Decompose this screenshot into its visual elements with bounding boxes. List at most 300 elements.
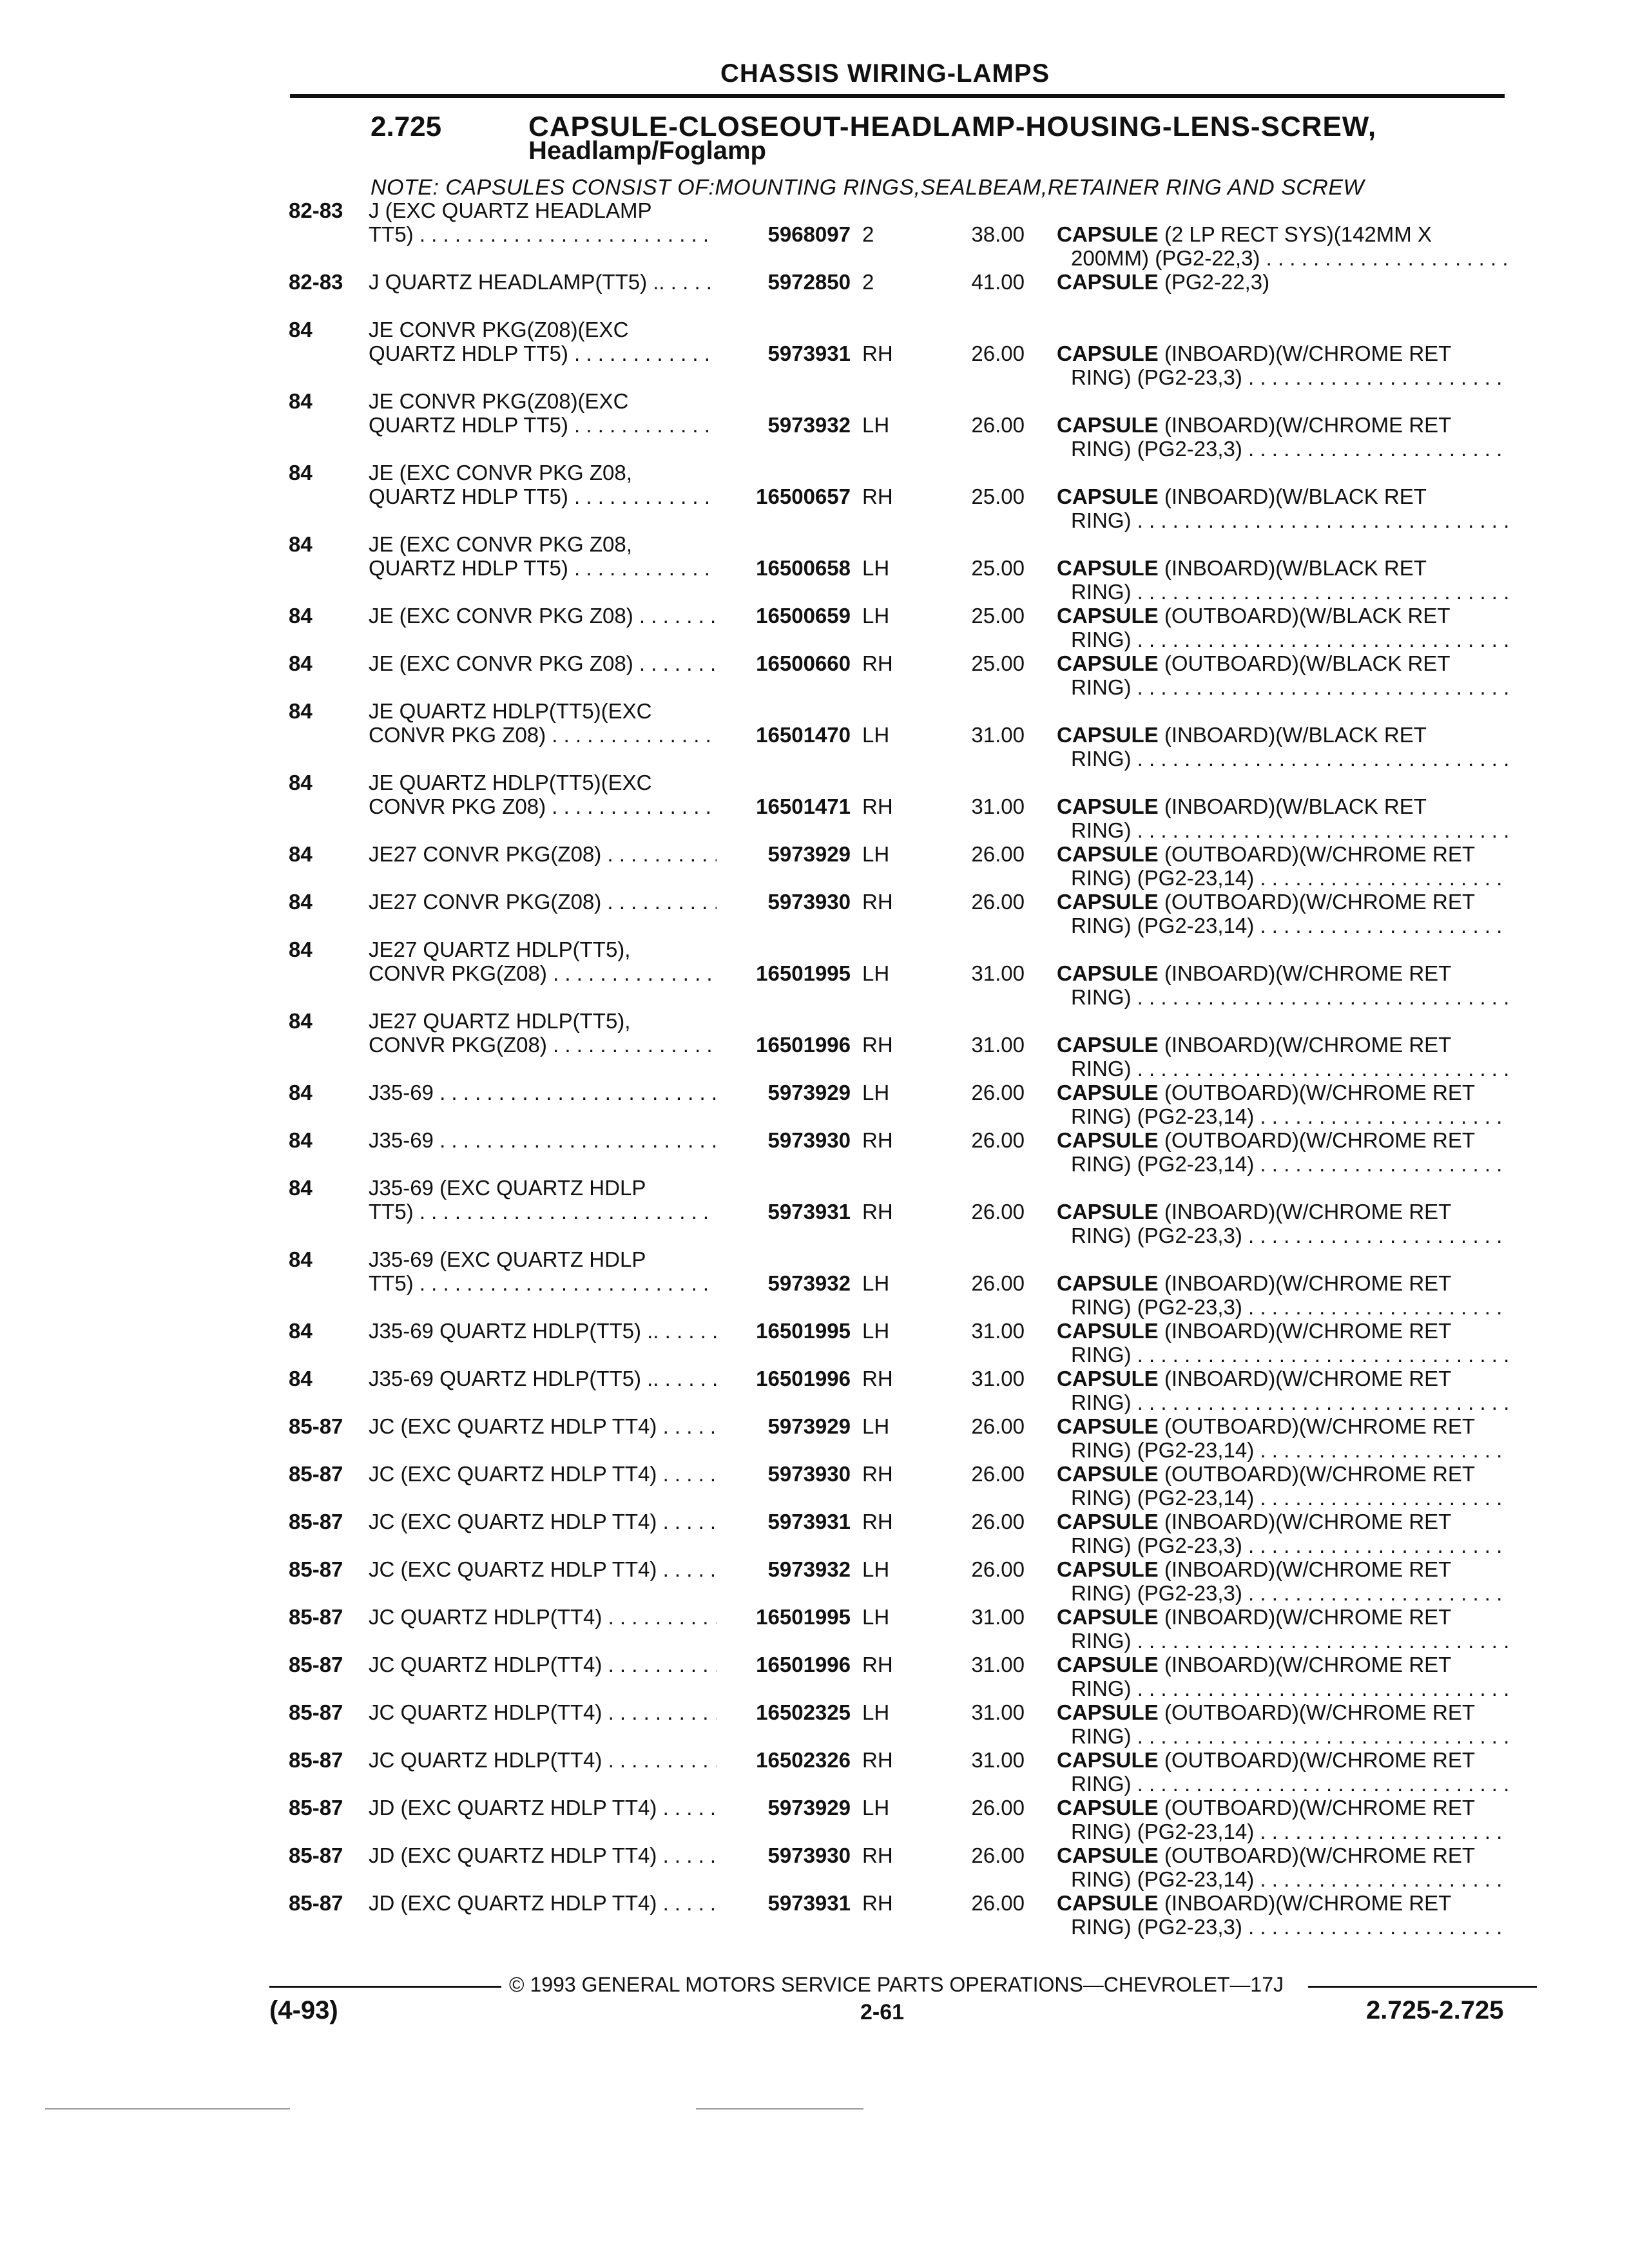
quantity-or-side: RH <box>862 1462 893 1486</box>
price: 31.00 <box>971 961 1025 985</box>
part-number: 16501996 <box>756 1367 851 1390</box>
part-number: 16501470 <box>756 723 851 747</box>
price: 26.00 <box>971 1462 1025 1486</box>
application-line-2: JC QUARTZ HDLP(TT4) . . . <box>369 1653 717 1677</box>
part-name: CAPSULE <box>1057 1319 1159 1343</box>
application-desc <box>369 1081 717 1104</box>
model-year: 84 <box>289 461 313 485</box>
price: 31.00 <box>971 723 1025 747</box>
quantity-or-side: LH <box>862 723 890 747</box>
part-desc-line-1: (OUTBOARD)(W/CHROME RET <box>1164 1748 1475 1772</box>
part-number: 5973930 <box>767 1128 851 1152</box>
application-line-2: JC QUARTZ HDLP(TT4) . . . <box>369 1605 717 1629</box>
application-desc <box>369 532 717 580</box>
part-desc-line-2: RING) . . . <box>1057 675 1508 699</box>
part-description <box>1057 1462 1521 1510</box>
model-year: 85-87 <box>289 1796 343 1820</box>
table-row <box>0 599 1629 651</box>
model-year: 84 <box>289 1247 313 1271</box>
part-number: 16502326 <box>756 1748 851 1772</box>
application-desc <box>369 1557 717 1581</box>
table-row <box>0 932 1629 1009</box>
price: 26.00 <box>971 1796 1025 1820</box>
model-year: 84 <box>289 1319 313 1343</box>
table-row <box>0 1504 1629 1557</box>
quantity-or-side: LH <box>862 961 890 985</box>
part-desc-line-2: RING) (PG2-23,3) . . . <box>1057 1581 1508 1605</box>
part-desc-line-2: RING) (PG2-23,14) . . . <box>1057 1152 1508 1176</box>
application-desc <box>369 1128 717 1152</box>
price: 26.00 <box>971 341 1025 365</box>
part-desc-line-2: RING) (PG2-23,14) . . . <box>1057 1867 1508 1891</box>
price: 31.00 <box>971 1033 1025 1057</box>
application-line-1: JE27 QUARTZ HDLP(TT5), <box>369 937 631 961</box>
part-desc-line-1: (INBOARD)(W/CHROME RET <box>1164 1271 1452 1295</box>
part-desc-line-1: (INBOARD)(W/CHROME RET <box>1164 1200 1452 1224</box>
application-line-2: JE (EXC CONVR PKG Z08) . . . <box>369 651 717 675</box>
price: 25.00 <box>971 485 1025 508</box>
part-number: 5968097 <box>767 222 851 246</box>
part-desc-line-1: (OUTBOARD)(W/CHROME RET <box>1164 1700 1475 1724</box>
model-year: 85-87 <box>289 1557 343 1581</box>
application-desc <box>369 1176 717 1224</box>
part-description <box>1057 1128 1521 1176</box>
footer-page-number: 2-61 <box>860 2000 905 2024</box>
quantity-or-side: 2 <box>862 270 874 294</box>
part-desc-line-1: (INBOARD)(W/CHROME RET <box>1164 1653 1452 1677</box>
part-desc-line-2: RING) (PG2-23,3) . . . <box>1057 1915 1508 1939</box>
part-name: CAPSULE <box>1057 413 1159 437</box>
part-name: CAPSULE <box>1057 961 1159 985</box>
price: 26.00 <box>971 842 1025 866</box>
quantity-or-side: RH <box>862 1200 893 1224</box>
part-name: CAPSULE <box>1057 1700 1159 1724</box>
model-year: 85-87 <box>289 1891 343 1915</box>
part-name: CAPSULE <box>1057 1414 1159 1438</box>
application-desc <box>369 1414 717 1438</box>
model-year: 82-83 <box>289 198 343 222</box>
part-desc-line-2: RING) . . . <box>1057 1343 1508 1367</box>
application-line-2: JE27 CONVR PKG(Z08) . . . <box>369 842 717 866</box>
part-desc-line-2: RING) (PG2-23,14) . . . <box>1057 914 1508 937</box>
price: 26.00 <box>971 1510 1025 1533</box>
part-name: CAPSULE <box>1057 1462 1159 1486</box>
part-desc-line-1: (OUTBOARD)(W/CHROME RET <box>1164 1796 1475 1820</box>
part-description <box>1057 556 1521 604</box>
price: 26.00 <box>971 1200 1025 1224</box>
part-number: 5973929 <box>767 1796 851 1820</box>
part-number: 16501995 <box>756 1605 851 1629</box>
part-number: 16501995 <box>756 961 851 985</box>
part-desc-line-2: RING) (PG2-23,3) . . . <box>1057 1533 1508 1557</box>
model-year: 85-87 <box>289 1748 343 1772</box>
part-name: CAPSULE <box>1057 1200 1159 1224</box>
price: 26.00 <box>971 413 1025 437</box>
quantity-or-side: LH <box>862 1700 890 1724</box>
part-desc-line-1: (INBOARD)(W/BLACK RET <box>1164 723 1427 747</box>
application-line-2: QUARTZ HDLP TT5) . . . <box>369 556 717 580</box>
application-desc <box>369 1653 717 1677</box>
quantity-or-side: LH <box>862 1557 890 1581</box>
table-row <box>0 265 1629 312</box>
part-number: 5973931 <box>767 1510 851 1533</box>
part-name: CAPSULE <box>1057 794 1159 818</box>
application-desc <box>369 1510 717 1533</box>
application-desc <box>369 461 717 508</box>
application-desc <box>369 699 717 747</box>
price: 41.00 <box>971 270 1025 294</box>
application-line-1: JE QUARTZ HDLP(TT5)(EXC <box>369 699 652 723</box>
application-line-2: QUARTZ HDLP TT5) . . . <box>369 413 717 437</box>
part-number: 5973929 <box>767 1414 851 1438</box>
part-desc-line-1: (INBOARD)(W/CHROME RET <box>1164 1557 1452 1581</box>
application-line-2: JC (EXC QUARTZ HDLP TT4) . . . . <box>369 1510 717 1533</box>
application-line-2: QUARTZ HDLP TT5) . . . <box>369 485 717 508</box>
application-desc <box>369 1247 717 1295</box>
section-subtitle: Headlamp/Foglamp <box>528 137 766 165</box>
price: 31.00 <box>971 1748 1025 1772</box>
part-number: 5973931 <box>767 1200 851 1224</box>
part-name: CAPSULE <box>1057 842 1159 866</box>
application-desc <box>369 1009 717 1057</box>
table-row <box>0 312 1629 389</box>
part-desc-line-1: (OUTBOARD)(W/CHROME RET <box>1164 1843 1475 1867</box>
part-number: 5973931 <box>767 341 851 365</box>
part-desc-line-2: RING) (PG2-23,14) . . . <box>1057 866 1508 890</box>
footer-copyright: © 1993 GENERAL MOTORS SERVICE PARTS OPERATIONS—CHEVROLET—17J <box>509 1973 1284 1996</box>
application-desc <box>369 1367 717 1390</box>
footer-date: (4-93) <box>269 1996 338 2024</box>
section-title: CAPSULE-CLOSEOUT-HEADLAMP-HOUSING-LENS-SCREW, <box>528 111 1377 142</box>
application-desc <box>369 937 717 985</box>
model-year: 84 <box>289 699 313 723</box>
footer-rule-left <box>269 1986 501 1988</box>
application-line-1: J35-69 (EXC QUARTZ HDLP <box>369 1176 646 1200</box>
table-row <box>0 1791 1629 1843</box>
table-row <box>0 1600 1629 1653</box>
table-row <box>0 694 1629 771</box>
price: 26.00 <box>971 1557 1025 1581</box>
part-desc-line-2: RING) (PG2-23,14) . . . <box>1057 1820 1508 1843</box>
price: 25.00 <box>971 556 1025 580</box>
quantity-or-side: RH <box>862 794 893 818</box>
table-row <box>0 1552 1629 1605</box>
application-line-2: JD (EXC QUARTZ HDLP TT4) . . . . <box>369 1796 717 1820</box>
model-year: 84 <box>289 1176 313 1200</box>
model-year: 85-87 <box>289 1843 343 1867</box>
part-number: 5973930 <box>767 890 851 914</box>
table-row <box>0 1075 1629 1128</box>
part-desc-line-1: (INBOARD)(W/BLACK RET <box>1164 794 1427 818</box>
application-desc <box>369 890 717 914</box>
model-year: 85-87 <box>289 1605 343 1629</box>
part-description <box>1057 1414 1521 1462</box>
part-name: CAPSULE <box>1057 890 1159 914</box>
quantity-or-side: LH <box>862 556 890 580</box>
part-desc-line-2: RING) . . . <box>1057 508 1508 532</box>
part-description <box>1057 1653 1521 1700</box>
application-line-2: JE (EXC CONVR PKG Z08) . . . <box>369 604 717 628</box>
application-desc <box>369 1796 717 1820</box>
application-line-2: J QUARTZ HEADLAMP(TT5) .. . . . <box>369 270 717 294</box>
part-number: 5973929 <box>767 1081 851 1104</box>
application-line-2: JD (EXC QUARTZ HDLP TT4) . . . . <box>369 1843 717 1867</box>
table-row <box>0 1743 1629 1796</box>
application-desc <box>369 1843 717 1867</box>
part-description <box>1057 1748 1521 1796</box>
price: 26.00 <box>971 1081 1025 1104</box>
model-year: 85-87 <box>289 1700 343 1724</box>
application-line-2: TT5) . . . <box>369 222 717 246</box>
part-description <box>1057 1367 1521 1414</box>
price: 31.00 <box>971 1700 1025 1724</box>
model-year: 84 <box>289 651 313 675</box>
part-desc-line-1: (OUTBOARD)(W/BLACK RET <box>1164 604 1451 628</box>
part-name: CAPSULE <box>1057 1891 1159 1915</box>
part-number: 5973929 <box>767 842 851 866</box>
price: 31.00 <box>971 1367 1025 1390</box>
application-line-2: JC (EXC QUARTZ HDLP TT4) . . . . <box>369 1462 717 1486</box>
part-description <box>1057 270 1521 294</box>
application-line-2: J35-69 . . . <box>369 1081 717 1104</box>
model-year: 84 <box>289 937 313 961</box>
table-row <box>0 1838 1629 1891</box>
part-desc-line-1: (INBOARD)(W/CHROME RET <box>1164 413 1452 437</box>
application-line-2: CONVR PKG Z08) . . . <box>369 723 717 747</box>
model-year: 85-87 <box>289 1653 343 1677</box>
part-desc-line-2: RING) . . . <box>1057 1057 1508 1081</box>
application-line-1: J35-69 (EXC QUARTZ HDLP <box>369 1247 646 1271</box>
model-year: 84 <box>289 842 313 866</box>
part-desc-line-2: RING) (PG2-23,14) . . . <box>1057 1486 1508 1510</box>
part-number: 16501996 <box>756 1653 851 1677</box>
part-description <box>1057 1200 1521 1247</box>
part-desc-line-1: (OUTBOARD)(W/BLACK RET <box>1164 651 1451 675</box>
part-name: CAPSULE <box>1057 556 1159 580</box>
part-description <box>1057 1796 1521 1843</box>
part-description <box>1057 604 1521 651</box>
quantity-or-side: LH <box>862 1796 890 1820</box>
quantity-or-side: LH <box>862 842 890 866</box>
application-desc <box>369 1748 717 1772</box>
part-name: CAPSULE <box>1057 604 1159 628</box>
table-row <box>0 1361 1629 1414</box>
part-desc-line-1: (INBOARD)(W/CHROME RET <box>1164 961 1452 985</box>
part-desc-line-1: (INBOARD)(W/CHROME RET <box>1164 341 1452 365</box>
price: 26.00 <box>971 1128 1025 1152</box>
part-description <box>1057 1319 1521 1367</box>
application-line-2: JC (EXC QUARTZ HDLP TT4) . . . . <box>369 1557 717 1581</box>
application-desc <box>369 1891 717 1915</box>
part-number: 5972850 <box>767 270 851 294</box>
part-desc-line-1: (INBOARD)(W/BLACK RET <box>1164 556 1427 580</box>
part-desc-line-1: (INBOARD)(W/CHROME RET <box>1164 1033 1452 1057</box>
quantity-or-side: LH <box>862 1271 890 1295</box>
part-description <box>1057 651 1521 699</box>
price: 31.00 <box>971 1605 1025 1629</box>
model-year: 85-87 <box>289 1462 343 1486</box>
quantity-or-side: RH <box>862 651 893 675</box>
price: 38.00 <box>971 222 1025 246</box>
model-year: 84 <box>289 532 313 556</box>
quantity-or-side: 2 <box>862 222 874 246</box>
part-description <box>1057 1510 1521 1557</box>
part-description <box>1057 1843 1521 1891</box>
part-name: CAPSULE <box>1057 651 1159 675</box>
section-note: NOTE: CAPSULES CONSIST OF:MOUNTING RINGS,SEALBEAM,RETAINER RING AND SCREW <box>371 175 1365 200</box>
part-number: 5973930 <box>767 1843 851 1867</box>
model-year: 84 <box>289 890 313 914</box>
part-number: 16502325 <box>756 1700 851 1724</box>
part-description <box>1057 842 1521 890</box>
part-name: CAPSULE <box>1057 485 1159 508</box>
price: 31.00 <box>971 794 1025 818</box>
model-year: 84 <box>289 1367 313 1390</box>
model-year: 85-87 <box>289 1414 343 1438</box>
part-description <box>1057 1557 1521 1605</box>
application-desc <box>369 318 717 365</box>
model-year: 84 <box>289 389 313 413</box>
part-number: 16500657 <box>756 485 851 508</box>
part-desc-line-2: RING) . . . <box>1057 818 1508 842</box>
part-desc-line-2: RING) . . . <box>1057 580 1508 604</box>
application-line-2: JC QUARTZ HDLP(TT4) . . . <box>369 1748 717 1772</box>
part-desc-line-2: RING) . . . <box>1057 1677 1508 1700</box>
price: 31.00 <box>971 1319 1025 1343</box>
model-year: 84 <box>289 1128 313 1152</box>
table-row <box>0 1695 1629 1748</box>
part-desc-line-1: (INBOARD)(W/CHROME RET <box>1164 1891 1452 1915</box>
part-description <box>1057 1081 1521 1128</box>
application-line-2: J35-69 QUARTZ HDLP(TT5) .. . . . <box>369 1319 717 1343</box>
footer-section-range: 2.725-2.725 <box>1366 1996 1504 2024</box>
part-name: CAPSULE <box>1057 1748 1159 1772</box>
application-line-1: JE27 QUARTZ HDLP(TT5), <box>369 1009 631 1033</box>
part-number: 16501471 <box>756 794 851 818</box>
part-desc-line-2: RING) . . . <box>1057 747 1508 771</box>
part-name: CAPSULE <box>1057 1128 1159 1152</box>
part-description <box>1057 222 1521 270</box>
part-name: CAPSULE <box>1057 1033 1159 1057</box>
part-description <box>1057 341 1521 389</box>
part-description <box>1057 1891 1521 1939</box>
price: 26.00 <box>971 1843 1025 1867</box>
application-line-1: JE CONVR PKG(Z08)(EXC <box>369 389 629 413</box>
part-desc-line-2: RING) (PG2-23,3) . . . <box>1057 1295 1508 1319</box>
application-line-1: J (EXC QUARTZ HEADLAMP <box>369 198 652 222</box>
table-row <box>0 193 1629 270</box>
quantity-or-side: RH <box>862 890 893 914</box>
model-year: 85-87 <box>289 1510 343 1533</box>
application-desc <box>369 651 717 675</box>
part-number: 5973932 <box>767 1271 851 1295</box>
application-line-2: TT5) . . . <box>369 1200 717 1224</box>
part-desc-line-1: (OUTBOARD)(W/CHROME RET <box>1164 1128 1475 1152</box>
part-desc-line-2: RING) . . . <box>1057 1724 1508 1748</box>
table-row <box>0 765 1629 842</box>
quantity-or-side: RH <box>862 341 893 365</box>
table-row <box>0 1004 1629 1081</box>
scan-artifact <box>696 2108 863 2109</box>
price: 26.00 <box>971 890 1025 914</box>
price: 25.00 <box>971 651 1025 675</box>
part-desc-line-1: (INBOARD)(W/CHROME RET <box>1164 1510 1452 1533</box>
part-desc-line-1: (INBOARD)(W/CHROME RET <box>1164 1367 1452 1390</box>
part-description <box>1057 413 1521 461</box>
scan-artifact <box>45 2108 290 2109</box>
table-row <box>0 384 1629 461</box>
part-name: CAPSULE <box>1057 1271 1159 1295</box>
application-line-2: JE27 CONVR PKG(Z08) . . . <box>369 890 717 914</box>
part-desc-line-1: (OUTBOARD)(W/CHROME RET <box>1164 1414 1475 1438</box>
application-desc <box>369 389 717 437</box>
part-desc-line-1: (INBOARD)(W/CHROME RET <box>1164 1319 1452 1343</box>
table-row <box>0 1886 1629 1939</box>
part-desc-line-2: RING) . . . <box>1057 1629 1508 1653</box>
price: 25.00 <box>971 604 1025 628</box>
part-name: CAPSULE <box>1057 222 1159 246</box>
quantity-or-side: RH <box>862 1128 893 1152</box>
part-number: 16501996 <box>756 1033 851 1057</box>
table-row <box>0 1171 1629 1247</box>
part-name: CAPSULE <box>1057 270 1159 294</box>
part-description <box>1057 794 1521 842</box>
table-row <box>0 837 1629 890</box>
quantity-or-side: RH <box>862 1843 893 1867</box>
quantity-or-side: RH <box>862 1033 893 1057</box>
part-number: 5973932 <box>767 413 851 437</box>
part-description <box>1057 485 1521 532</box>
model-year: 84 <box>289 604 313 628</box>
table-row <box>0 1409 1629 1462</box>
model-year: 84 <box>289 318 313 341</box>
part-desc-line-2: RING) . . . <box>1057 1390 1508 1414</box>
part-name: CAPSULE <box>1057 1796 1159 1820</box>
part-number: 16500660 <box>756 651 851 675</box>
part-description <box>1057 1605 1521 1653</box>
application-desc <box>369 1700 717 1724</box>
part-description <box>1057 1700 1521 1748</box>
part-name: CAPSULE <box>1057 341 1159 365</box>
application-line-1: JE (EXC CONVR PKG Z08, <box>369 532 632 556</box>
part-desc-line-2: RING) . . . <box>1057 628 1508 651</box>
part-desc-line-1: (OUTBOARD)(W/CHROME RET <box>1164 842 1475 866</box>
application-line-1: JE QUARTZ HDLP(TT5)(EXC <box>369 771 652 794</box>
part-name: CAPSULE <box>1057 1557 1159 1581</box>
part-name: CAPSULE <box>1057 1510 1159 1533</box>
part-desc-line-1: (INBOARD)(W/CHROME RET <box>1164 1605 1452 1629</box>
price: 31.00 <box>971 1653 1025 1677</box>
part-number: 5973932 <box>767 1557 851 1581</box>
model-year: 84 <box>289 1009 313 1033</box>
part-name: CAPSULE <box>1057 1605 1159 1629</box>
part-desc-line-2: RING) (PG2-23,3) . . . <box>1057 365 1508 389</box>
application-desc <box>369 842 717 866</box>
table-row <box>0 527 1629 604</box>
table-row <box>0 646 1629 699</box>
footer-rule-right <box>1308 1986 1537 1988</box>
quantity-or-side: RH <box>862 485 893 508</box>
table-row <box>0 885 1629 937</box>
price: 26.00 <box>971 1414 1025 1438</box>
application-line-2: CONVR PKG(Z08) . . . <box>369 1033 717 1057</box>
model-year: 84 <box>289 1081 313 1104</box>
application-desc <box>369 1605 717 1629</box>
application-line-2: JC QUARTZ HDLP(TT4) . . . <box>369 1700 717 1724</box>
part-name: CAPSULE <box>1057 1367 1159 1390</box>
quantity-or-side: LH <box>862 413 890 437</box>
quantity-or-side: LH <box>862 1081 890 1104</box>
